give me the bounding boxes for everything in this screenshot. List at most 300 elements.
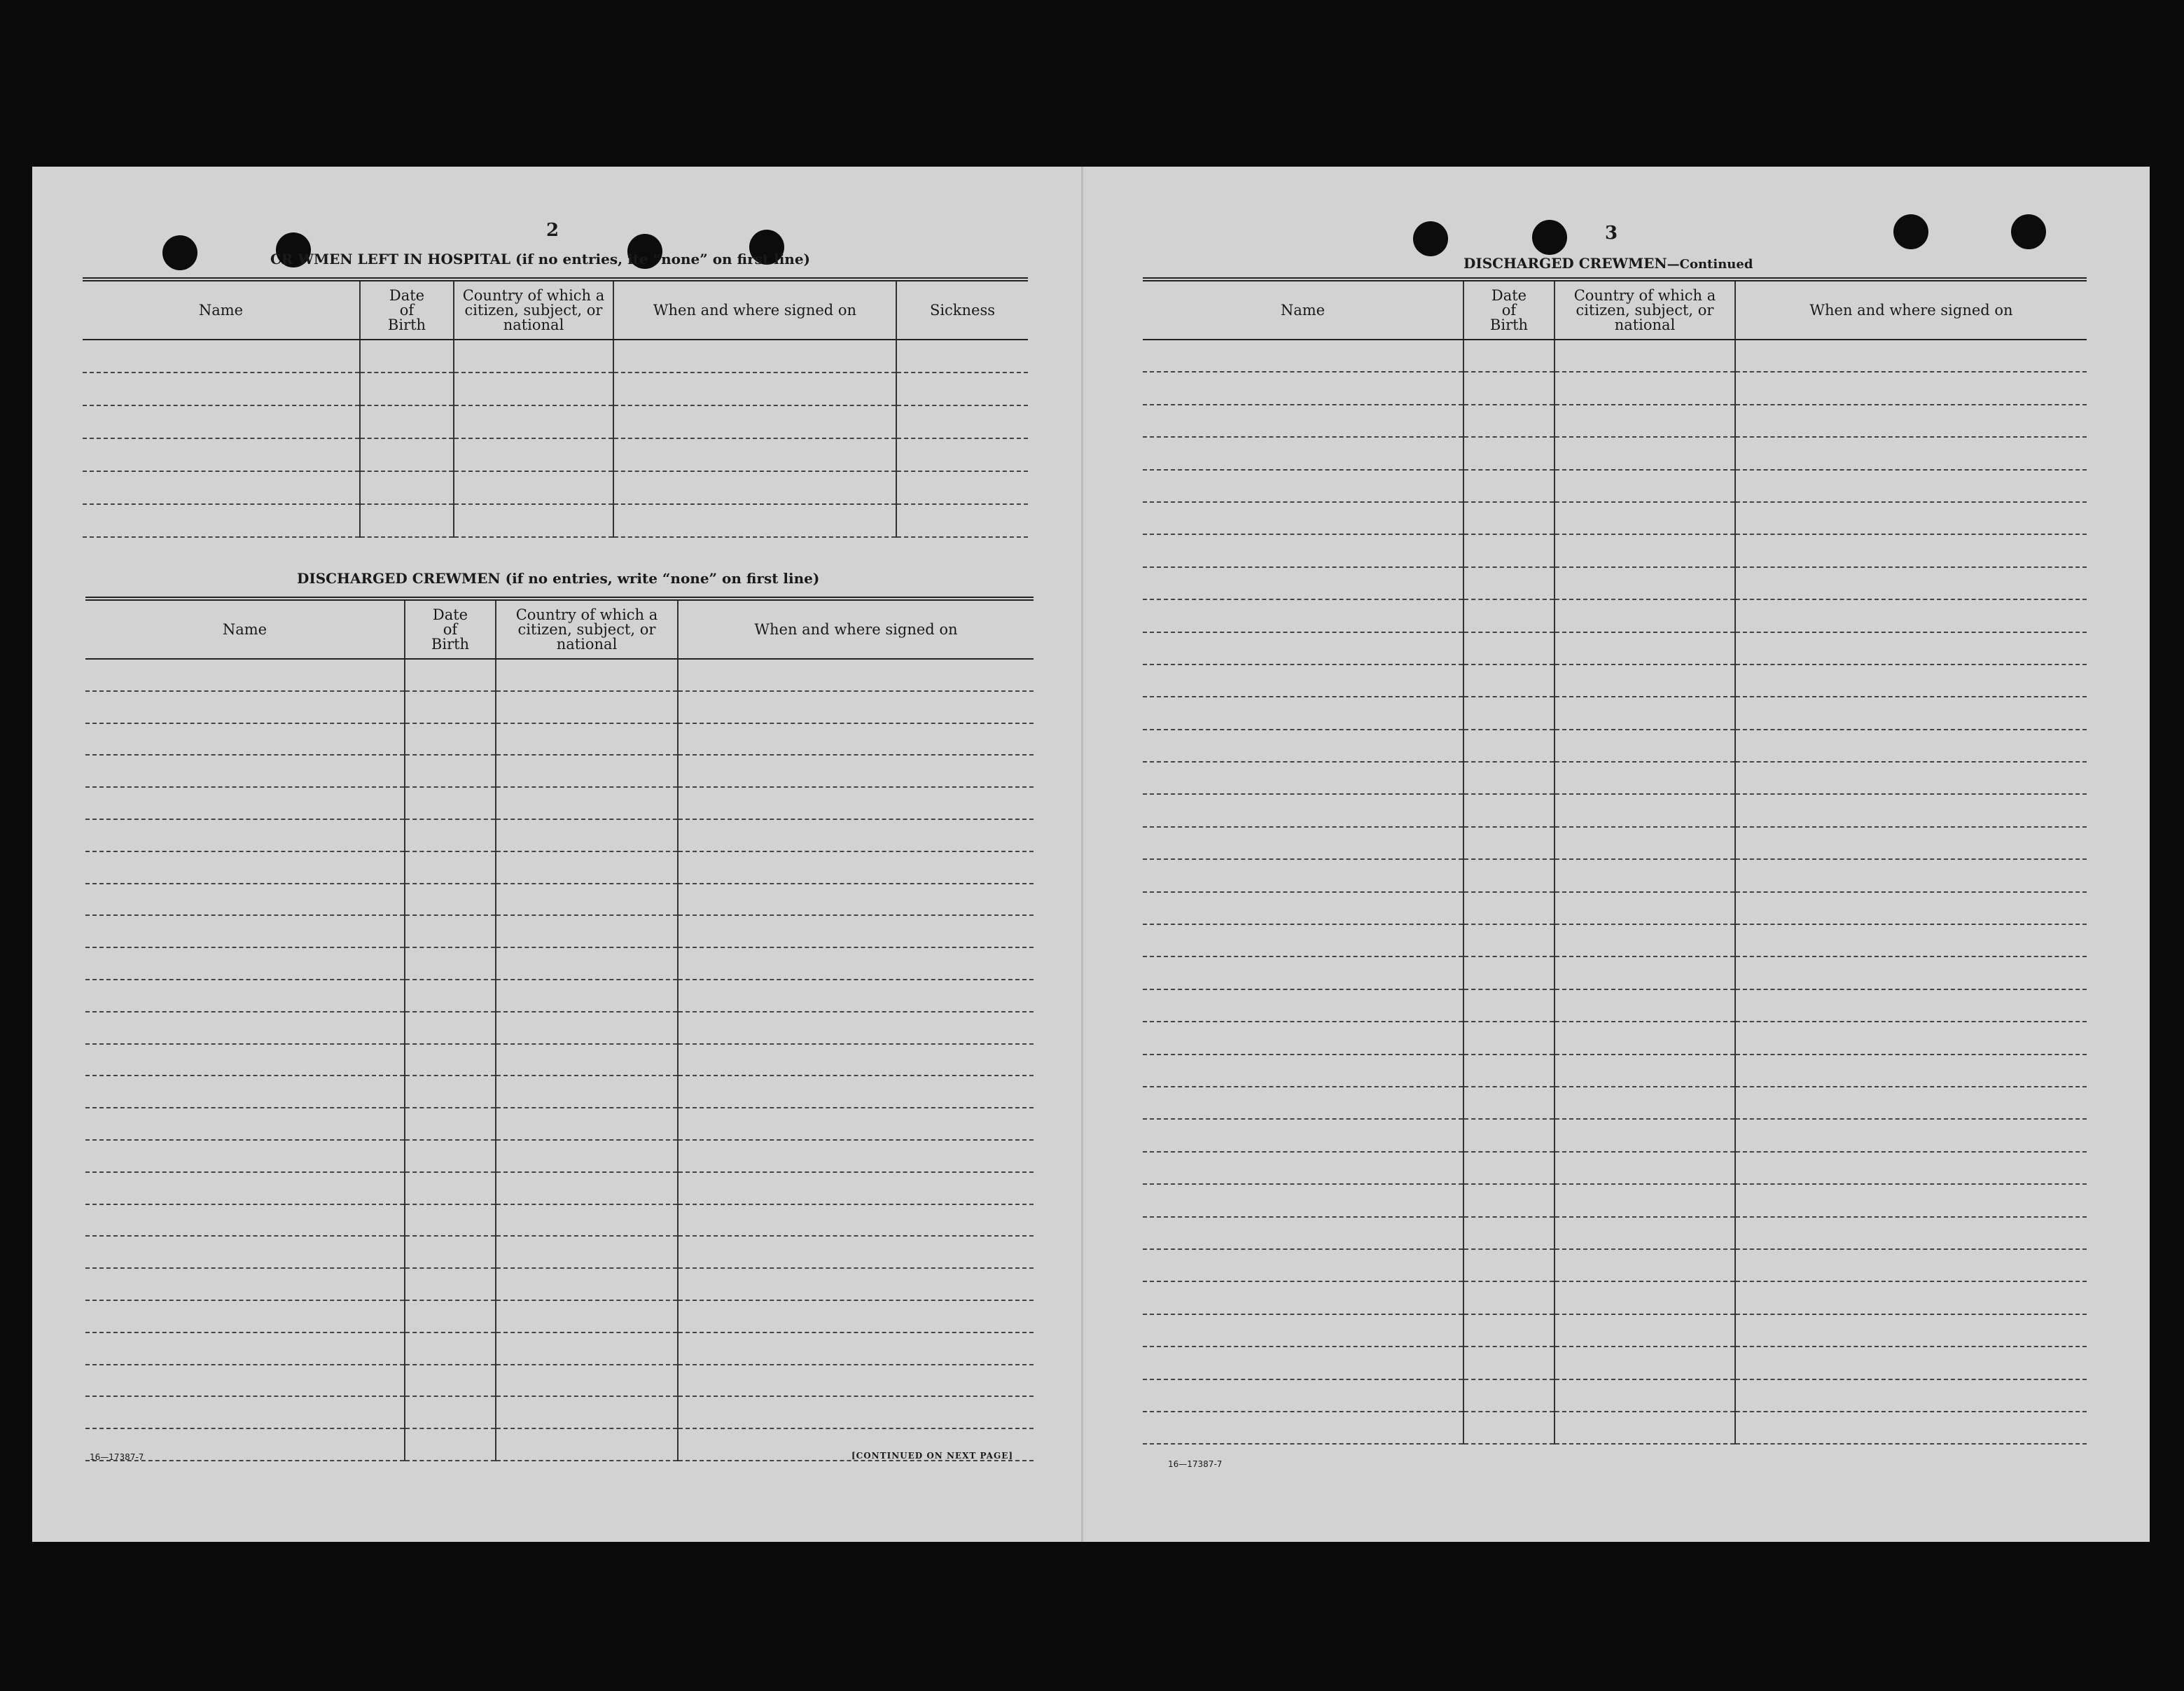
table-cell xyxy=(496,1012,678,1044)
table-cell xyxy=(1735,470,2087,502)
table-cell xyxy=(1463,1087,1554,1119)
table-cell xyxy=(1554,1412,1735,1444)
table-cell xyxy=(83,340,360,373)
table-row xyxy=(1143,534,2087,566)
form-code-right: 16—17387-7 xyxy=(1168,1459,1223,1469)
table-cell xyxy=(896,504,1028,537)
table-cell xyxy=(1554,599,1735,632)
table-cell xyxy=(1143,1217,1463,1249)
table-cell xyxy=(1143,340,1463,372)
table-cell xyxy=(1463,956,1554,989)
hospital-title-note: (if no entries, ite “none” on first line) xyxy=(515,251,811,267)
continued-note: [CONTINUED ON NEXT PAGE] xyxy=(851,1451,1014,1461)
table-cell xyxy=(1735,1087,2087,1119)
table-cell xyxy=(678,947,1034,980)
table-cell xyxy=(1143,1314,1463,1346)
table-cell xyxy=(1735,599,2087,632)
col-header-name: Name xyxy=(1143,279,1463,340)
table-cell xyxy=(1554,437,1735,469)
col-header-date-of-birth: Date of Birth xyxy=(360,279,454,340)
table-row xyxy=(1143,372,2087,404)
table-cell xyxy=(678,1396,1034,1428)
table-cell xyxy=(1143,989,1463,1022)
table-cell xyxy=(678,1365,1034,1397)
table-row xyxy=(1143,502,2087,534)
table-cell xyxy=(1735,1412,2087,1444)
table-row xyxy=(85,1108,1034,1140)
table-cell xyxy=(85,851,405,884)
table-row xyxy=(1143,924,2087,956)
col-header-signed-on: When and where signed on xyxy=(1735,279,2087,340)
table-cell xyxy=(83,373,360,405)
table-cell xyxy=(1463,827,1554,859)
table-cell xyxy=(1463,762,1554,794)
table-cell xyxy=(1143,470,1463,502)
table-cell xyxy=(496,1236,678,1268)
table-cell xyxy=(1735,730,2087,762)
table-row xyxy=(1143,1314,2087,1346)
table-cell xyxy=(405,915,496,947)
table-cell xyxy=(1143,1119,1463,1151)
table-cell xyxy=(678,1300,1034,1332)
table-row xyxy=(1143,599,2087,632)
table-row xyxy=(1143,730,2087,762)
table-cell xyxy=(496,1172,678,1204)
table-cell xyxy=(678,915,1034,947)
table-cell xyxy=(678,723,1034,756)
table-row xyxy=(1143,827,2087,859)
table-cell xyxy=(496,1140,678,1172)
table-cell xyxy=(1463,632,1554,664)
table-cell xyxy=(1143,1249,1463,1281)
table-row xyxy=(85,691,1034,723)
table-cell xyxy=(85,1012,405,1044)
table-cell xyxy=(1463,794,1554,826)
table-cell xyxy=(85,1108,405,1140)
table-cell xyxy=(678,851,1034,884)
table-row xyxy=(1143,762,2087,794)
table-cell xyxy=(496,1076,678,1108)
table-cell xyxy=(1735,1249,2087,1281)
table-cell xyxy=(613,438,896,471)
table-cell xyxy=(496,980,678,1012)
table-row xyxy=(85,1332,1034,1365)
col-header-date-of-birth: Date of Birth xyxy=(405,599,496,659)
table-row xyxy=(1143,956,2087,989)
table-row xyxy=(1143,1217,2087,1249)
table-cell xyxy=(1554,405,1735,437)
table-cell xyxy=(454,504,613,537)
table-row xyxy=(85,755,1034,787)
table-cell xyxy=(405,755,496,787)
table-row xyxy=(1143,1249,2087,1281)
table-cell xyxy=(405,1108,496,1140)
table-cell xyxy=(1463,1281,1554,1314)
table-cell xyxy=(896,340,1028,373)
table-row xyxy=(1143,405,2087,437)
table-cell xyxy=(360,504,454,537)
table-row xyxy=(1143,1119,2087,1151)
table-cell xyxy=(496,1428,678,1461)
table-cell xyxy=(1735,1055,2087,1087)
table-row xyxy=(83,340,1028,373)
col-header-country: Country of which a citizen, subject, or national xyxy=(1554,279,1735,340)
table-cell xyxy=(405,851,496,884)
table-cell xyxy=(1735,502,2087,534)
table-cell xyxy=(678,1172,1034,1204)
table-cell xyxy=(1463,340,1554,372)
table-row xyxy=(1143,632,2087,664)
table-row xyxy=(85,787,1034,819)
table-cell xyxy=(1463,989,1554,1022)
table-cell xyxy=(454,405,613,438)
table-cell xyxy=(496,691,678,723)
table-cell xyxy=(496,1108,678,1140)
table-cell xyxy=(496,1300,678,1332)
table-cell xyxy=(85,755,405,787)
table-row xyxy=(85,851,1034,884)
table-cell xyxy=(1554,762,1735,794)
table-row xyxy=(85,1012,1034,1044)
table-row xyxy=(1143,1022,2087,1054)
table-cell xyxy=(1143,437,1463,469)
table-cell xyxy=(1143,1184,1463,1216)
table-row xyxy=(1143,1152,2087,1184)
table-cell xyxy=(1143,1022,1463,1054)
table-cell xyxy=(496,659,678,691)
table-cell xyxy=(1735,697,2087,729)
table-cell xyxy=(1554,1249,1735,1281)
table-cell xyxy=(85,980,405,1012)
table-cell xyxy=(1463,924,1554,956)
table-cell xyxy=(496,787,678,819)
discharged-continued-table xyxy=(1143,277,2087,1445)
table-cell xyxy=(1143,1379,1463,1412)
table-cell xyxy=(678,1268,1034,1300)
table-cell xyxy=(1143,1281,1463,1314)
table-row xyxy=(85,1396,1034,1428)
form-code-left: 16—17387-7 xyxy=(90,1452,144,1462)
table-cell xyxy=(1554,1217,1735,1249)
table-cell xyxy=(1463,859,1554,891)
table-cell xyxy=(1463,437,1554,469)
table-cell xyxy=(678,1108,1034,1140)
right-title-suffix: —Continued xyxy=(1667,257,1753,272)
col-header-name: Name xyxy=(83,279,360,340)
table-cell xyxy=(1554,340,1735,372)
table-cell xyxy=(1554,892,1735,924)
table-cell xyxy=(1735,534,2087,566)
table-cell xyxy=(1735,1217,2087,1249)
table-row xyxy=(85,980,1034,1012)
page-fold xyxy=(1081,167,1083,1542)
table-cell xyxy=(496,947,678,980)
table-cell xyxy=(1463,892,1554,924)
table-cell xyxy=(1143,1055,1463,1087)
table-cell xyxy=(1735,892,2087,924)
table-cell xyxy=(1463,1379,1554,1412)
table-cell xyxy=(1554,730,1735,762)
table-cell xyxy=(405,1140,496,1172)
table-cell xyxy=(1735,567,2087,599)
discharged-table xyxy=(85,597,1034,1461)
table-cell xyxy=(1735,924,2087,956)
table-cell xyxy=(405,1268,496,1300)
col-header-signed-on: When and where signed on xyxy=(678,599,1034,659)
table-cell xyxy=(1735,1314,2087,1346)
page-number-right: 3 xyxy=(1605,223,1618,244)
hospital-section-title xyxy=(270,251,810,267)
table-row xyxy=(1143,1184,2087,1216)
table-cell xyxy=(1463,372,1554,404)
table-row xyxy=(83,373,1028,405)
table-cell xyxy=(1463,470,1554,502)
table-cell xyxy=(405,1365,496,1397)
punch-hole xyxy=(162,235,197,270)
page-number-left: 2 xyxy=(546,220,559,241)
punch-hole xyxy=(2011,214,2046,249)
table-cell xyxy=(1735,794,2087,826)
table-cell xyxy=(678,755,1034,787)
table-cell xyxy=(85,1396,405,1428)
table-cell xyxy=(85,1076,405,1108)
table-cell xyxy=(1554,1314,1735,1346)
table-cell xyxy=(1554,534,1735,566)
table-cell xyxy=(1735,1119,2087,1151)
table-cell xyxy=(1554,1184,1735,1216)
table-cell xyxy=(85,1332,405,1365)
table-cell xyxy=(1463,405,1554,437)
table-cell xyxy=(1735,1379,2087,1412)
table-cell xyxy=(1554,372,1735,404)
table-cell xyxy=(678,1332,1034,1365)
table-row xyxy=(1143,1087,2087,1119)
table-cell xyxy=(496,1204,678,1237)
table-cell xyxy=(1143,730,1463,762)
table-cell xyxy=(1143,1152,1463,1184)
table-row xyxy=(1143,697,2087,729)
table-row xyxy=(1143,892,2087,924)
table-cell xyxy=(1143,567,1463,599)
table-row xyxy=(83,405,1028,438)
table-cell xyxy=(496,1332,678,1365)
table-cell xyxy=(1143,859,1463,891)
table-cell xyxy=(1554,1087,1735,1119)
table-row xyxy=(1143,437,2087,469)
table-cell xyxy=(1554,502,1735,534)
table-cell xyxy=(85,1268,405,1300)
right-section-title xyxy=(1463,255,1753,272)
table-cell xyxy=(85,915,405,947)
table-cell xyxy=(85,947,405,980)
table-cell xyxy=(678,1076,1034,1108)
table-cell xyxy=(85,659,405,691)
col-header-name: Name xyxy=(85,599,405,659)
table-cell xyxy=(85,691,405,723)
table-cell xyxy=(1463,730,1554,762)
col-header-sickness: Sickness xyxy=(896,279,1028,340)
table-cell xyxy=(678,1012,1034,1044)
table-row xyxy=(1143,1055,2087,1087)
table-cell xyxy=(496,819,678,851)
table-cell xyxy=(1554,1119,1735,1151)
table-row xyxy=(1143,1412,2087,1444)
table-row xyxy=(85,1268,1034,1300)
table-row xyxy=(85,819,1034,851)
table-cell xyxy=(678,1140,1034,1172)
table-cell xyxy=(1463,502,1554,534)
table-cell xyxy=(1735,1184,2087,1216)
table-cell xyxy=(678,980,1034,1012)
table-cell xyxy=(1463,697,1554,729)
table-cell xyxy=(678,1204,1034,1237)
table-cell xyxy=(405,819,496,851)
table-cell xyxy=(896,438,1028,471)
table-cell xyxy=(613,471,896,504)
table-cell xyxy=(454,471,613,504)
table-cell xyxy=(360,373,454,405)
table-cell xyxy=(1143,664,1463,697)
table-cell xyxy=(1735,1152,2087,1184)
table-cell xyxy=(1554,989,1735,1022)
table-cell xyxy=(405,1332,496,1365)
table-cell xyxy=(1554,827,1735,859)
table-cell xyxy=(1554,1152,1735,1184)
table-cell xyxy=(85,1204,405,1237)
table-cell xyxy=(360,340,454,373)
discharged-title-text: DISCHARGED CREWMEN xyxy=(297,570,501,587)
table-cell xyxy=(1463,1249,1554,1281)
table-cell xyxy=(896,471,1028,504)
table-cell xyxy=(1735,859,2087,891)
table-cell xyxy=(1463,664,1554,697)
table-row xyxy=(1143,1346,2087,1379)
table-cell xyxy=(1143,956,1463,989)
table-cell xyxy=(896,373,1028,405)
table-cell xyxy=(1554,470,1735,502)
table-row xyxy=(1143,567,2087,599)
table-cell xyxy=(1463,1119,1554,1151)
table-cell xyxy=(1463,1055,1554,1087)
table-cell xyxy=(405,1236,496,1268)
table-cell xyxy=(85,723,405,756)
table-cell xyxy=(85,819,405,851)
table-cell xyxy=(496,915,678,947)
table-cell xyxy=(360,471,454,504)
table-cell xyxy=(1554,1022,1735,1054)
table-cell xyxy=(1554,1379,1735,1412)
table-row xyxy=(85,915,1034,947)
table-cell xyxy=(405,723,496,756)
table-cell xyxy=(1735,956,2087,989)
table-cell xyxy=(1554,567,1735,599)
table-row xyxy=(85,723,1034,756)
table-row xyxy=(1143,340,2087,372)
table-row xyxy=(1143,989,2087,1022)
table-cell xyxy=(496,1044,678,1076)
table-cell xyxy=(678,787,1034,819)
table-cell xyxy=(1463,567,1554,599)
table-cell xyxy=(85,1365,405,1397)
table-cell xyxy=(405,1172,496,1204)
table-cell xyxy=(1143,827,1463,859)
table-cell xyxy=(1463,534,1554,566)
table-row xyxy=(85,659,1034,691)
table-cell xyxy=(496,1268,678,1300)
table-cell xyxy=(1463,1217,1554,1249)
table-cell xyxy=(405,1012,496,1044)
table-cell xyxy=(613,340,896,373)
table-cell xyxy=(1143,502,1463,534)
table-cell xyxy=(85,884,405,916)
table-cell xyxy=(1735,405,2087,437)
table-cell xyxy=(613,504,896,537)
table-cell xyxy=(1143,924,1463,956)
table-row xyxy=(85,1236,1034,1268)
table-cell xyxy=(83,405,360,438)
table-cell xyxy=(1143,632,1463,664)
table-cell xyxy=(405,659,496,691)
table-row xyxy=(1143,664,2087,697)
table-cell xyxy=(1554,1055,1735,1087)
table-cell xyxy=(1463,1152,1554,1184)
discharged-title-note: (if no entries, write “none” on first line) xyxy=(505,570,820,587)
table-cell xyxy=(1554,794,1735,826)
table-cell xyxy=(613,373,896,405)
hospital-title-text: CR WMEN LEFT IN HOSPITAL xyxy=(270,251,511,267)
table-cell xyxy=(1735,1281,2087,1314)
table-cell xyxy=(678,1236,1034,1268)
table-cell xyxy=(496,755,678,787)
table-row xyxy=(85,884,1034,916)
table-cell xyxy=(405,884,496,916)
table-cell xyxy=(1463,1412,1554,1444)
table-cell xyxy=(360,438,454,471)
table-cell xyxy=(496,723,678,756)
table-cell xyxy=(1554,697,1735,729)
punch-hole xyxy=(1893,214,1928,249)
table-cell xyxy=(1143,697,1463,729)
table-cell xyxy=(678,691,1034,723)
table-row xyxy=(83,504,1028,537)
table-row xyxy=(85,1365,1034,1397)
table-cell xyxy=(1143,762,1463,794)
table-cell xyxy=(1463,1184,1554,1216)
hospital-table xyxy=(83,277,1028,538)
table-cell xyxy=(1463,599,1554,632)
table-row xyxy=(83,438,1028,471)
table-cell xyxy=(85,1300,405,1332)
table-cell xyxy=(85,1236,405,1268)
table-cell xyxy=(83,471,360,504)
table-cell xyxy=(405,947,496,980)
table-cell xyxy=(454,373,613,405)
col-header-signed-on: When and where signed on xyxy=(613,279,896,340)
table-cell xyxy=(1143,892,1463,924)
punch-hole xyxy=(1413,221,1448,256)
table-cell xyxy=(405,1300,496,1332)
table-cell xyxy=(1143,1346,1463,1379)
table-cell xyxy=(496,851,678,884)
table-cell xyxy=(85,787,405,819)
col-header-date-of-birth: Date of Birth xyxy=(1463,279,1554,340)
table-cell xyxy=(360,405,454,438)
table-cell xyxy=(678,819,1034,851)
table-row xyxy=(1143,794,2087,826)
table-cell xyxy=(1143,599,1463,632)
table-cell xyxy=(1143,372,1463,404)
table-cell xyxy=(1735,437,2087,469)
